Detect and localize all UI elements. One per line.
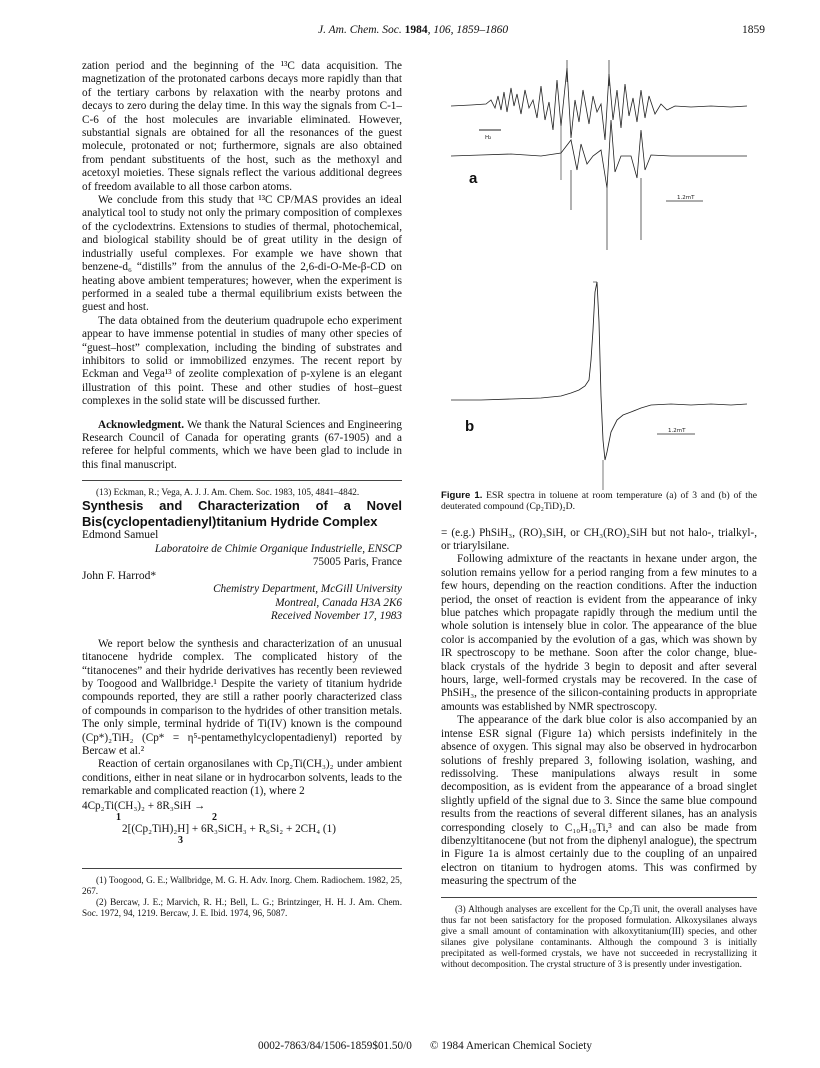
footnote-rule (441, 897, 757, 898)
running-header (0, 24, 820, 40)
received-date: Received November 17, 1983 (270, 610, 402, 623)
article-code: 0002-7863/84/1506-1859$01.50/0 (258, 1040, 412, 1052)
paragraph: We report below the synthesis and characterization of an unusual titanocene hydride complex. The complicated history of the “titanocenes” and their hydride derivatives has recently been reviewed by Toogood and Wallbridge.¹ Despite the variety of titanium hydride compounds reported, they are still a rather poorly characterized class of compounds in comparison to the hydrides of other transition metals. The only simple, terminal hydride of Ti(IV) known is the compound (Cp*)₂TiH₂ (Cp* = η⁵-pentamethylcyclopentadienyl) reported by Bercaw et al.² (82, 637, 402, 758)
footnote-3: (3) Although analyses are excellent for the Cp₂Ti unit, the overall analyses have thus far not been satisfactory for the proposed formulation. Alkoxysilanes always give a small amount of contamination with alkoxytitanium(III) species, and other silanes give polysilane contaminants. Although the compound 3 is initially precipitated as well-formed crystals, we have not succeeded in recrystallizing it without decomposition. The crystal structure of 3 is presently under investigation. (441, 903, 757, 969)
footnote-rule (82, 868, 402, 869)
panel-label-b: b (465, 418, 475, 435)
paragraph: The appearance of the dark blue color is also accompanied by an intense ESR signal (Figure 1a) which persists indefinitely in the absence of oxygen. This signal may also be observed in hydrocarbon solutions of freshly prepared 3, following isolation, washing, and redissolving. These manipulations always result in some decomposition, as is evident from the appearance of a broad singlet slightly upfield of the signal due to 3. Since the same blue compound results from the reactions of several different silanes, has an analysis corresponding closely to C₁₀H₁₀Ti,³ and can also be made from dibenzyltitanocene (but not from the diphenyl analogue), the spectrum in Figure 1a is almost certainly due to the coupling of an unpaired electron on titanium to hydrogen atoms. This was confirmed by measuring the spectrum of the (441, 714, 757, 888)
scale-label-b: 1.2mT (668, 428, 686, 434)
paragraph: We conclude from this study that ¹³C CP/MAS provides an ideal analytical tool to study not only the primary composition of complexes of the cyclodextrins. Extensions to studies of thermal, photochemical, and biological stability should be of great utility in the design of industrially useful complexes. For example we have shown that benzene-d₆ “distills” from the annulus of the 2,6-di-O-Me-β-CD on heating above ambient temperatures; however, when the experiment is performed in a sealed tube a thermal equilibrium exists between the guest and host. (82, 194, 402, 314)
esr-spectra-figure (441, 60, 757, 490)
page-number: 1859 (742, 24, 765, 36)
esr-trace-a-upper (451, 68, 747, 140)
right-column (441, 60, 757, 1022)
panel-label-a: a (469, 170, 478, 187)
paragraph: Reaction of certain organosilanes with Cp₂Ti(CH₃)₂ under ambient conditions, either in neat silane or in hydrocarbon solvents, leads to the remarkable and complicated reaction (1), where 2 (82, 758, 402, 798)
paragraph: The data obtained from the deuterium quadrupole echo experiment appear to have immense potential in studies of many other species of “guest–host” complexation, including the binding of substrates and inhibitors to solid or immobilized enzymes. The recent report by Eckman and Vega¹³ of zeolite complexation of p-xylene is an elegant illustration of this point. These and other studies of host–guest complexes in the solid state will be discussed further. (82, 314, 402, 408)
affiliation: Laboratoire de Chimie Organique Industrielle, ENSCP 75005 Paris, France (154, 542, 402, 569)
footnote-rule (82, 480, 402, 481)
paragraph: = (e.g.) PhSiH₃, (RO)₃SiH, or CH₃(RO)₂SiH but not halo-, trialkyl-, or triarylsilane. (441, 526, 757, 552)
author-name: Edmond Samuel (82, 529, 159, 542)
h2-marker-label: H₂ (485, 135, 492, 141)
copyright: © 1984 American Chemical Society (430, 1040, 592, 1052)
footnote-13: (13) Eckman, R.; Vega, A. J. J. Am. Chem. Soc. 1983, 105, 4841–4842. (96, 487, 360, 498)
footnote-1: (1) Toogood, G. E.; Wallbridge, M. G. H. Adv. Inorg. Chem. Radiochem. 1982, 25, 267. (82, 874, 402, 896)
esr-trace-b (451, 282, 747, 460)
figure-caption: Figure 1. ESR spectra in toluene at room temperature (a) of 3 and (b) of the deuterated compound (Cp₂TiD)₂D. (441, 490, 757, 513)
affiliation: Chemistry Department, McGill University Montreal, Canada H3A 2K6 (213, 583, 402, 609)
left-column (82, 60, 402, 1022)
author-name: John F. Harrod* (82, 569, 157, 582)
article-title: Synthesis and Characterization of a Novel Bis(cyclopentadienyl)titanium Hydride Complex (82, 498, 402, 529)
scale-label-a: 1.2mT (677, 195, 695, 201)
acknowledgment: Acknowledgment. We thank the Natural Sciences and Engineering Research Council of Canada for operating grants (67-1905) and a referee for helpful comments, which we have been glad to include in this final manuscript. (82, 418, 402, 471)
paragraph: zation period and the beginning of the ¹³C data acquisition. The magnetization of the protonated carbons decays more rapidly than that of the tertiary carbons by relaxation with the nearby protons and decays to zero during the delay time. In this way the signals from C-1–C-6 of the host molecules are invariable eliminated. However, substantial signals are obtained for all the resonances of the guest molecule, protonated or not; furthermore, signals are also obtained from pendant substituents of the host, such as the methoxyl and acetoxyl moieties. These signals reflect the various additional degrees of freedom available to all those carbon atoms. (82, 60, 402, 193)
equation-1: 4Cp₂Ti(CH₃)₂ + 8R₃SiH → 1 2 2[(Cp₂TiH)₂H] + 6R₃SiCH₃ + R₆Si₂ + 2CH₄ (1) 3 (82, 799, 336, 846)
footnote-2: (2) Bercaw, J. E.; Marvich, R. H.; Bell, L. G.; Brintzinger, H. H. J. Am. Chem. Soc. 1972, 94, 1219. Bercaw, J. E. Ibid. 1974, 96, 5087. (82, 896, 402, 918)
paragraph: Following admixture of the reactants in hexane under argon, the solution remains yellow for a period ranging from a few minutes to a few hours, depending on the reaction conditions. After the induction period, the onset of reaction is evident from the appearance of inky blue patches which propagate rapidly through the medium until the whole solution is intensely blue in color. The appearance of the blue color is accompanied by the evolution of a gas, which was shown by IR spectroscopy to be methane. Soon after the color change, blue-black crystals of the hydride 3 begin to deposit and after several hours, large, well-formed crystals may be recovered. In the case of PhSiH₃, the presence of the silicon-containing products in appropriate amounts was established by NMR spectroscopy. (441, 553, 757, 713)
figure-1 (441, 60, 757, 490)
journal-citation: J. Am. Chem. Soc. 1984, 106, 1859–1860 (318, 24, 509, 36)
